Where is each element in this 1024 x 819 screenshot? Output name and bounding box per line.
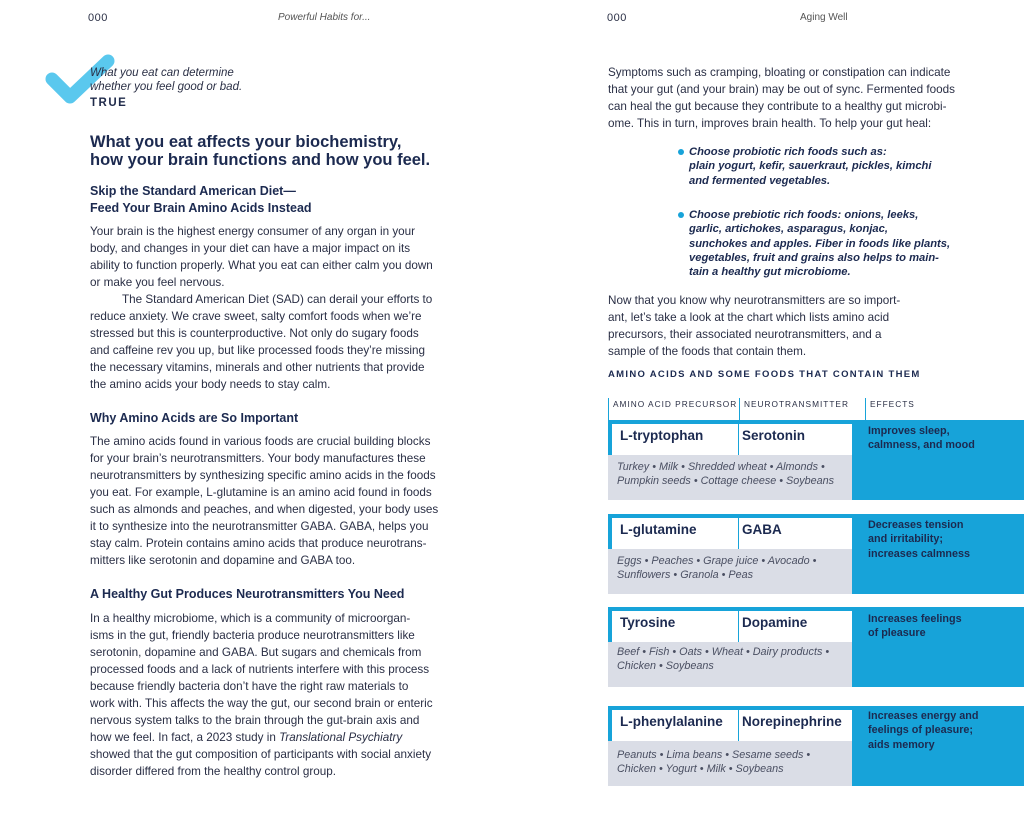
right-para2 [608, 292, 1008, 360]
text-line: sample of the foods that contain them. [608, 345, 807, 358]
text-line: plain yogurt, kefir, sauerkraut, pickles, kimchi [689, 160, 932, 173]
right-para1 [608, 64, 1008, 132]
text-line: Pumpkin seeds • Cottage cheese • Soybeans [617, 475, 835, 488]
text-line: aids memory [868, 738, 935, 751]
text-line: nervous system talks to the brain through the gut-brain axis and [90, 714, 420, 727]
section3-para [90, 610, 470, 780]
text-line: Beef • Fish • Oats • Wheat • Dairy products • [617, 646, 830, 658]
foods-text [617, 748, 852, 777]
text-line: increases calmness [868, 547, 971, 560]
text-line: The amino acids found in various foods are crucial building blocks [90, 435, 431, 448]
column-header-neuro: NEUROTRANSMITTER [739, 398, 864, 420]
text-line: it to synthesize into the neurotransmitter GABA. GABA, helps you [90, 520, 429, 533]
text-line: Choose prebiotic rich foods: onions, leeks, [689, 209, 919, 221]
text-line: neurotransmitters by synthesizing specific amino acids in the foods [90, 469, 436, 482]
main-heading [90, 133, 470, 169]
text-line: isms in the gut, friendly bacteria produce neurotransmitters like [90, 629, 415, 642]
text-line: tain a healthy gut microbiome. [689, 266, 851, 279]
text-line: that your gut (and your brain) may be out of sync. Fermented foods [608, 83, 955, 96]
text-line: Decreases tension [868, 519, 964, 531]
left-folio: 000 [88, 12, 108, 24]
text-line: Chicken • Yogurt • Milk • Soybeans [617, 763, 784, 776]
text-line: In a healthy microbiome, which is a community of microorgan- [90, 612, 411, 625]
text-line: or make you feel nervous. [90, 276, 225, 289]
text-line: stressed but this is counterproductive. Not only do sugary foods [90, 327, 419, 340]
effects-cell [868, 612, 1018, 641]
quiz-answer: TRUE [90, 97, 128, 109]
effects-cell [868, 424, 1018, 453]
text-line: Now that you know why neurotransmitters are so import- [608, 294, 901, 307]
text-line: showed that the gut composition of participants with social anxiety [90, 748, 432, 761]
title-line: Feed Your Brain Amino Acids Instead [90, 201, 312, 215]
text-line: processed foods and a lack of nutrients interfere with this process [90, 663, 430, 676]
text-line: Turkey • Milk • Shredded wheat • Almonds • [617, 461, 825, 473]
right-running-head: Aging Well [800, 12, 848, 23]
amino-cell: L-phenylalanine [610, 710, 738, 741]
text-line: Increases energy and [868, 710, 979, 722]
column-header-effects: EFFECTS [865, 398, 1015, 420]
text-line: body, and changes in your diet can have a major impact on its [90, 242, 411, 255]
text-line: and irritability; [868, 533, 943, 546]
text-line: mitters like serotonin and dopamine and GABA too. [90, 554, 356, 567]
section2-title: Why Amino Acids are So Important [90, 411, 299, 425]
text-line: vegetables, fruit and grains also helps to main- [689, 251, 939, 264]
text-line: stay calm. Protein contains amino acids that produce neurotrans- [90, 537, 427, 550]
text-line: Improves sleep, [868, 425, 950, 437]
text-line: calmness, and mood [868, 439, 975, 452]
neuro-cell: Norepinephrine [739, 710, 852, 741]
text-line: precursors, their associated neurotransmitters, and a [608, 328, 882, 341]
text-line: you eat. For example, L-glutamine is an amino acid found in foods [90, 486, 432, 499]
text-line: Your brain is the highest energy consumer of any organ in your [90, 225, 416, 238]
foods-text [617, 554, 852, 583]
text-line: disorder differed from the healthy control group. [90, 765, 337, 778]
text-line: Increases feelings [868, 613, 962, 625]
text-line: Eggs • Peaches • Grape juice • Avocado • [617, 555, 817, 567]
effects-cell [868, 709, 1018, 752]
text-line: Symptoms such as cramping, bloating or constipation can indicate [608, 66, 951, 79]
text-line: ability to function properly. What you eat can either calm you down [90, 259, 433, 272]
text-line: the amino acids your body needs to stay calm. [90, 378, 331, 391]
effects-cell [868, 518, 1018, 561]
text-line [90, 729, 470, 746]
section2-para [90, 433, 470, 569]
title-line: Skip the Standard American Diet— [90, 184, 296, 198]
quiz-line: What you eat can determine [90, 67, 234, 79]
bullet-text [689, 145, 954, 188]
amino-cell: L-tryptophan [610, 424, 738, 455]
text-line: Peanuts • Lima beans • Sesame seeds • [617, 749, 811, 761]
text-line: the necessary vitamins, minerals and other nutrients that provide [90, 361, 425, 374]
text-line: Choose probiotic rich foods such as: [689, 146, 887, 158]
text-line: feelings of pleasure; [868, 724, 973, 737]
heading-line: how your brain functions and how you feel. [90, 151, 431, 169]
heading-line: What you eat affects your biochemistry, [90, 133, 402, 151]
text-line: because friendly bacteria don’t have the right raw materials to [90, 680, 409, 693]
amino-cell: L-glutamine [610, 518, 738, 549]
bullet-dot-icon [678, 149, 684, 155]
quiz-line: whether you feel good or bad. [90, 81, 243, 93]
section1-para2 [90, 291, 470, 393]
bullet-probiotic [678, 145, 968, 191]
bullet-prebiotic [678, 208, 968, 282]
text-line: Chicken • Soybeans [617, 660, 714, 673]
neuro-cell: Serotonin [739, 424, 852, 455]
right-folio: 000 [607, 12, 627, 24]
text-line: and fermented vegetables. [689, 174, 831, 187]
bullet-dot-icon [678, 212, 684, 218]
text-line: ome. This in turn, improves brain health. To help your gut heal: [608, 117, 932, 130]
text-line: reduce anxiety. We crave sweet, salty comfort foods when we’re [90, 310, 422, 323]
text-line: can heal the gut because they contribute to a healthy gut microbi- [608, 100, 947, 113]
text-line: garlic, artichokes, asparagus, konjac, [689, 223, 888, 236]
text-line: sunchokes and apples. Fiber in foods like plants, [689, 237, 951, 250]
column-header-amino: AMINO ACID PRECURSOR [608, 398, 738, 420]
text-line: work with. This affects the way the gut, our second brain or enteric [90, 697, 433, 710]
text-span: how we feel. In fact, a 2023 study in [90, 731, 280, 744]
section3-title: A Healthy Gut Produces Neurotransmitters You Need [90, 587, 405, 601]
text-line: Sunflowers • Granola • Peas [617, 569, 753, 582]
text-line: and caffeine rev you up, but like processed foods they’re missing [90, 344, 426, 357]
left-running-head: Powerful Habits for... [278, 12, 371, 23]
quiz-statement [90, 66, 290, 94]
text-line: The Standard American Diet (SAD) can derail your efforts to [122, 293, 433, 306]
foods-text [617, 460, 852, 489]
foods-text [617, 645, 852, 674]
table-title: AMINO ACIDS AND SOME FOODS THAT CONTAIN THEM [608, 369, 921, 380]
text-line: of pleasure [868, 627, 926, 640]
bullet-text [689, 208, 954, 279]
section1-title [90, 183, 312, 217]
text-line: serotonin, dopamine and GABA. But sugars and chemicals from [90, 646, 422, 659]
journal-title: Translational Psychiatry [279, 731, 403, 744]
text-line: for your brain’s neurotransmitters. Your body manufactures these [90, 452, 426, 465]
text-line: ant, let’s take a look at the chart which lists amino acid [608, 311, 890, 324]
section1-para1 [90, 223, 470, 291]
neuro-cell: Dopamine [739, 611, 852, 642]
neuro-cell: GABA [739, 518, 852, 549]
text-line: such as almonds and peaches, and when digested, your body uses [90, 503, 439, 516]
amino-cell: Tyrosine [610, 611, 738, 642]
